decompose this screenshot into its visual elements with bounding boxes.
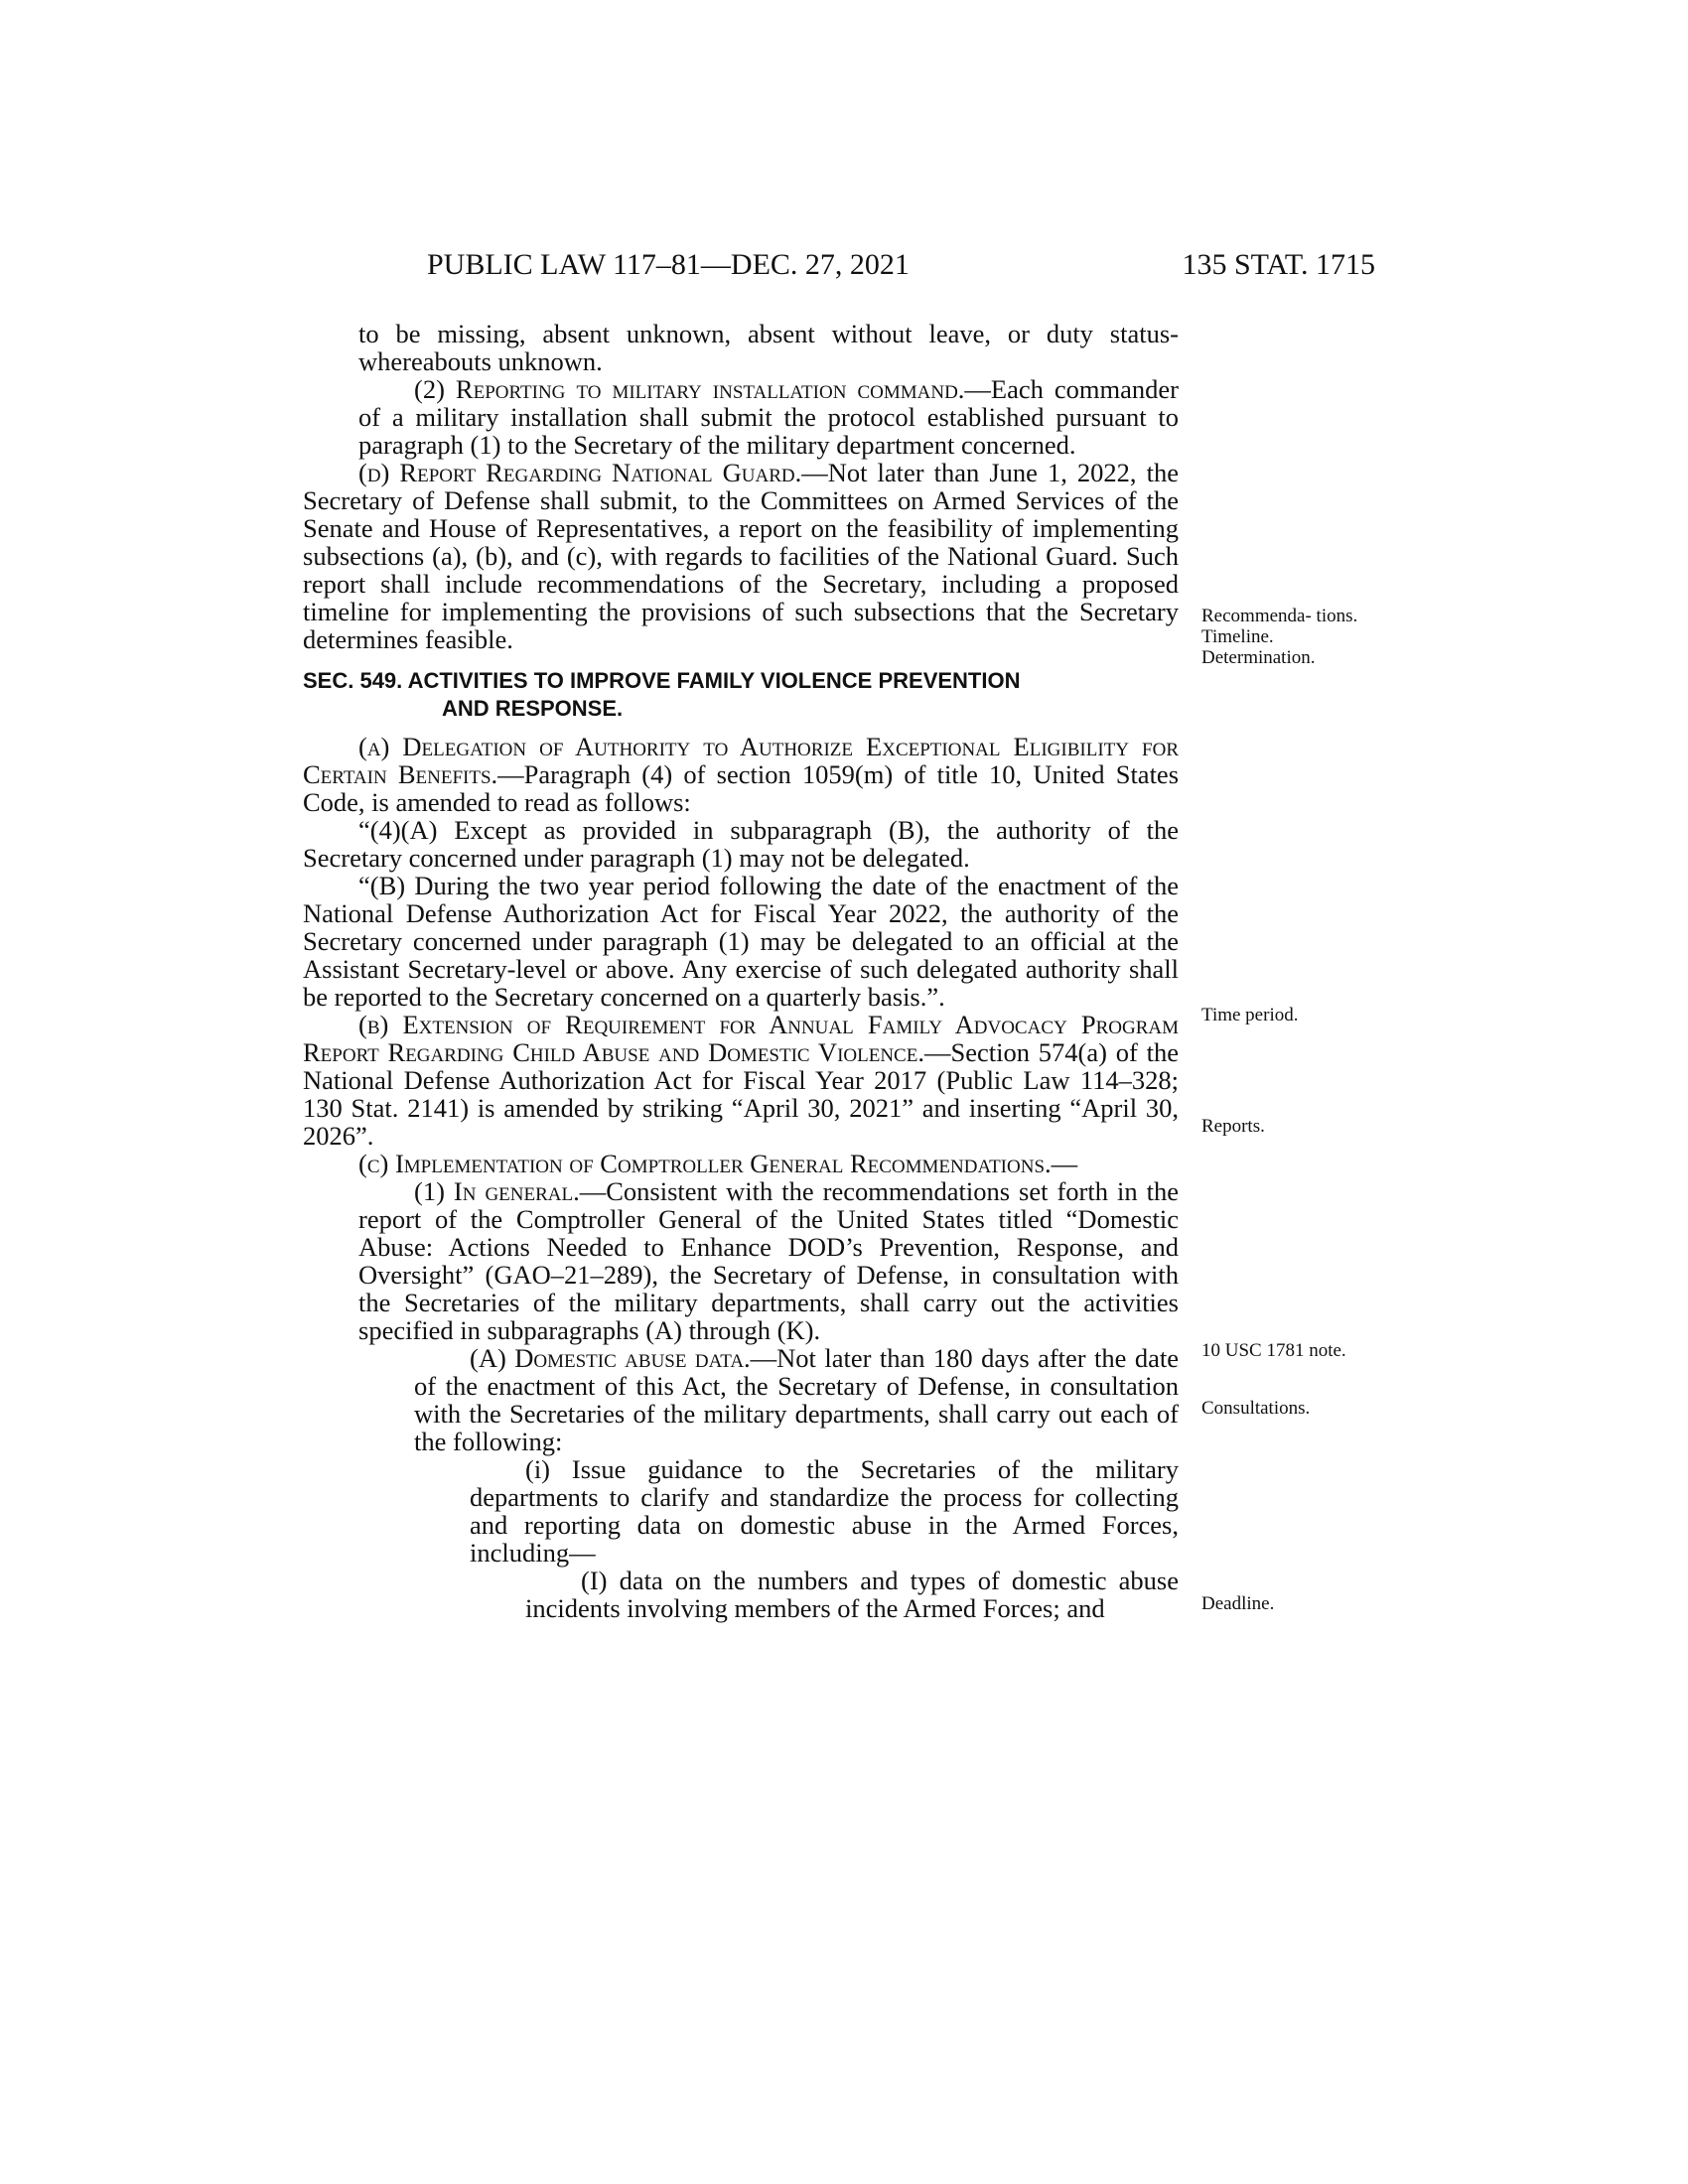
paragraph-heading: (2) Reporting to military installation command. [414, 374, 965, 404]
statute-page-number: 135 STAT. 1715 [1182, 248, 1375, 281]
margin-note-reports: Reports. [1201, 1116, 1265, 1137]
margin-note-consultations: Consultations. [1201, 1398, 1311, 1419]
margin-note-usc: 10 USC 1781 note. [1201, 1340, 1346, 1361]
paragraph-continuation: to be missing, absent unknown, absent without leave, or duty status-whereabouts unknown. [358, 319, 1179, 376]
subsection-d: (d) Report Regarding National Guard.—Not later than June 1, 2022, the Secretary of Defense shall submit, to the Committees on Armed Services of the Senate and House of Representatives, a report on the feasibility of implementing subsections (a), (b), and (c), with regards to facilities of the National Guard. Such report shall include recommendations of the Secretary, including a proposed timeline for implementing the provisions of such subsections that the Secretary determines feasible. [303, 458, 1179, 654]
subsection-b: (b) Extension of Requirement for Annual Family Advocacy Program Report Regarding Child Abuse and Domestic Violence.—Section 574(a) of the National Defense Authorization Act for Fiscal Year 2017 (Public Law 114–328; 130 Stat. 2141) is amended by striking “April 30, 2021” and inserting “April 30, 2026”. [303, 1010, 1179, 1151]
margin-note-recommendations: Recommenda- tions. Timeline. Determination. [1201, 606, 1358, 668]
paragraph-c2: (2) Reporting to military installation command.—Each commander of a military installation shall submit the protocol established pursuant to paragraph (1) to the Secretary of the military department concerned. [358, 374, 1179, 460]
quoted-paragraph-4a: “(4)(A) Except as provided in subparagraph (B), the authority of the Secretary concerned under paragraph (1) may not be delegated. [303, 815, 1179, 873]
section-heading: SEC. 549. ACTIVITIES TO IMPROVE FAMILY VIOLENCE PREVENTION AND RESPONSE. [303, 668, 1021, 721]
subsection-heading: (b) Extension of Requirement for Annual Family Advocacy Program Report Regarding Child Abuse and Domestic Violence. [303, 1010, 1179, 1067]
margin-note-time-period: Time period. [1201, 1005, 1299, 1025]
subsection-c: (c) Implementation of Comptroller General Recommendations.— [358, 1149, 1078, 1178]
paragraph-c1: (1) In general.—Consistent with the recommendations set forth in the report of the Comptroller General of the United States titled “Domestic Abuse: Actions Needed to Enhance DOD’s Prevention, Response, and Oversight” (GAO–21–289), the Secretary of Defense, in consultation with the Secretaries of the military departments, shall carry out the activities specified in subparagraphs (A) through (K). [358, 1176, 1179, 1345]
subsection-heading: (c) Implementation of Comptroller General Recommendations. [358, 1149, 1052, 1178]
margin-note-deadline: Deadline. [1201, 1593, 1275, 1614]
quoted-paragraph-4b: “(B) During the two year period following the date of the enactment of the National Defense Authorization Act for Fiscal Year 2022, the authority of the Secretary concerned under paragraph (1) may be delegated to an official at the Assistant Secretary-level or above. Any exercise of such delegated authority shall be reported to the Secretary concerned on a quarterly basis.”. [303, 871, 1179, 1012]
paragraph-heading: (1) In general. [414, 1176, 580, 1206]
subsection-a: (a) Delegation of Authority to Authorize Exceptional Eligibility for Certain Benefits.—Paragraph (4) of section 1059(m) of title 10, United States Code, is amended to read as follows: [303, 732, 1180, 817]
subsection-heading: (a) Delegation of Authority to Authorize Exceptional Eligibility for Certain Benefits. [303, 732, 1179, 789]
statute-text [303, 320, 1179, 1622]
subparagraph-A: (A) Domestic abuse data.—Not later than 180 days after the date of the enactment of this Act, the Secretary of Defense, in consultation with the Secretaries of the military departments, shall carry out each of the following: [414, 1343, 1179, 1456]
subsection-heading: (d) Report Regarding National Guard. [358, 458, 802, 487]
subclause-I: (I) data on the numbers and types of domestic abuse incidents involving members of the Armed Forces; and [525, 1566, 1179, 1623]
page-header [427, 248, 1375, 288]
running-head: PUBLIC LAW 117–81—DEC. 27, 2021 [427, 248, 910, 281]
subparagraph-heading: (A) Domestic abuse data. [470, 1343, 751, 1373]
clause-i: (i) Issue guidance to the Secretaries of the military departments to clarify and standardize the process for collecting and reporting data on domestic abuse in the Armed Forces, including— [470, 1454, 1179, 1568]
